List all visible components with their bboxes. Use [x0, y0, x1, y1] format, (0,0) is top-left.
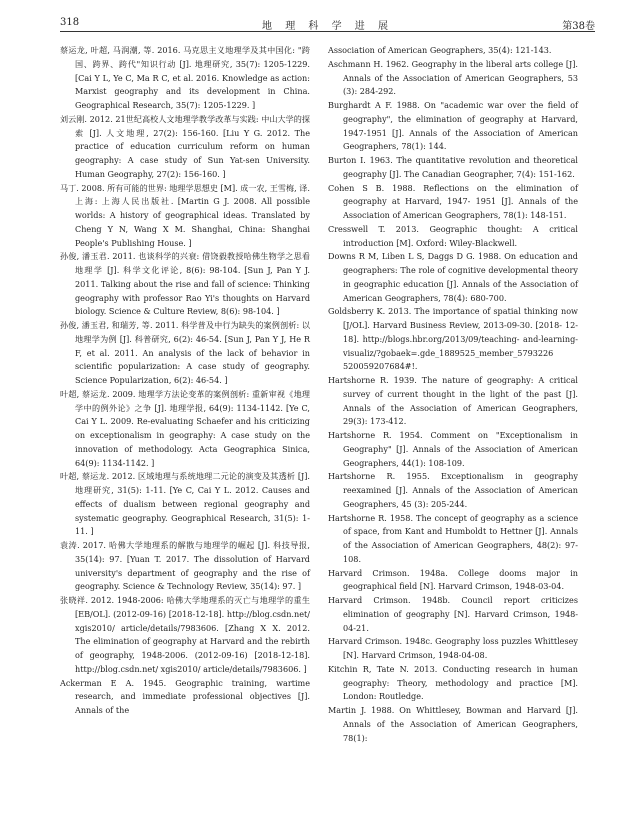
reference-entry: Harvard Crimson. 1948c. Geography loss puzzles Whittlesey [N]. Harvard Crimson, 1948-04-08.: [328, 636, 578, 660]
reference-entry: Ackerman E A. 1945. Geographic training, wartime research, and immediate professional objectives [J]. Annals of the: [60, 677, 310, 715]
references-right-column: [328, 44, 578, 745]
reference-entry: Association of American Geographers, 35(4): 121-143.: [328, 45, 552, 55]
reference-entry: Harvard Crimson. 1948b. Council report criticizes elimination of geography [N]. Harvard Crimson, 1948-04-21.: [328, 595, 578, 633]
reference-entry: Hartshorne R. 1958. The concept of geography as a science of space, from Kant and Humboldt to Hettner [J]. Annals of the Association of American Geographers, 48(2): 97-108.: [328, 512, 578, 564]
running-header: [60, 15, 595, 32]
references-left-column: [60, 44, 310, 718]
journal-title: 地 理 科 学 进 展: [262, 21, 393, 32]
reference-entry: Hartshorne R. 1939. The nature of geography: A critical survey of current thought in the light of the past [J]. Annals of the Association of American Geographers, 29(3): 173-412.: [328, 375, 578, 427]
reference-entry: Goldsberry K. 2013. The importance of spatial thinking now [J/OL]. Harvard Business Review, 2013-09-30. [2018- 12- 18]. http://blogs.hbr.org/2013/09/teaching- and-learning- visualiz/?gobaek=.gde_1889525_member_5793226 520059207684#!.: [328, 306, 578, 372]
reference-entry: 袁涛. 2017. 哈佛大学地理系的解散与地理学的崛起 [J]. 科技导报, 35(14): 97. [Yuan T. 2017. The dissolution of Harvard university's department of geography and the rise of geography. Science & Technology Review, 35(14): 97. ]: [60, 540, 310, 592]
reference-entry: Hartshorne R. 1954. Comment on "Exceptionalism in Geography" [J]. Annals of the Association of American Geographers, 44(1): 108-109.: [328, 430, 578, 468]
reference-entry: 叶超, 蔡运龙. 2009. 地理学方法论变革的案例剖析: 重新审视《地理学中的例外论》之争 [J]. 地理学报, 64(9): 1134-1142. [Ye C, Cai Y L. 2009. Re-evaluating Schaefer and his criticizing on exceptionalism in geography: A case study on the innovation of methodology. Acta Geographica Sinica, 64(9): 1134-1142. ]: [60, 388, 310, 468]
reference-entry: Kitchin R, Tate N. 2013. Conducting research in human geography: Theory, methodology and practice [M]. London: Routledge.: [328, 663, 578, 702]
reference-entry: 孙俊, 潘玉君, 和瑞芳, 等. 2011. 科学普及中行为缺失的案例剖析: 以地理学为例 [J]. 科普研究, 6(2): 46-54. [Sun J, Pan Y J, He R F, et al. 2011. An analysis of the lack of behavior in scientific popularization: A case study of geography. Science Popularization, 6(2): 46-54. ]: [60, 320, 310, 385]
reference-entry: 孙俊, 潘玉君. 2011. 也谈科学的兴衰: 借饶毅教授哈佛生物学之思看地理学 [J]. 科学文化评论, 8(6): 98-104. [Sun J, Pan Y J. 2011. Talking about the rise and fall of science: Thinking geography with professor Rao Yi's thoughts on Harvard biology. Science & Culture Review, 8(6): 98-104. ]: [60, 251, 310, 317]
reference-entry: Hartshorne R. 1955. Exceptionalism in geography reexamined [J]. Annals of the Association of American Geographers, 45 (3): 205-244.: [328, 471, 578, 509]
reference-entry: Burton I. 1963. The quantitative revolution and theoretical geography [J]. The Canadian Geographer, 7(4): 151-162.: [328, 155, 578, 179]
reference-entry: Aschmann H. 1962. Geography in the liberal arts college [J]. Annals of the Association of American Geographers, 53 (3): 284-292.: [328, 58, 578, 97]
volume-label: 第38卷: [562, 21, 595, 32]
page-number: 318: [60, 17, 80, 28]
reference-entry: 马丁. 2008. 所有可能的世界: 地理学思想史 [M]. 成一农, 王雪梅, 译. 上海: 上海人民出版社. [Martin G J. 2008. All possible worlds: A history of geographical ideas. Translated by Cheng Y N, Wang X M. Shanghai, China: Shanghai People's Publishing House. ]: [60, 182, 310, 248]
reference-entry: 蔡运龙, 叶超, 马润潮, 等. 2016. 马克思主义地理学及其中国化: "跨国、跨界、跨代"知识行动 [J]. 地理研究, 35(7): 1205-1229. [Cai Y L, Ye C, Ma R C, et al. 2016. Knowledge as action: Marxist geography and its development in China. Geographical Research, 35(7): 1205-1229. ]: [60, 45, 310, 110]
reference-entry: Cohen S B. 1988. Reflections on the elimination of geography at Harvard, 1947- 1951 [J]. Annals of the Association of American Geographers, 78(1): 148-151.: [328, 182, 578, 220]
reference-entry: Burghardt A F. 1988. On "academic war over the field of geography", the elimination of geography at Harvard, 1947-1951 [J]. Annals of the Association of American Geographers, 78(1): 144.: [328, 100, 578, 152]
reference-entry: 刘云刚. 2012. 21世纪高校人文地理学教学改革与实践: 中山大学的探索 [J]. 人文地理, 27(2): 156-160. [Liu Y G. 2012. The practice of education curriculum reform on human geography: A case study of Sun Yat-sen University. Human Geography, 27(2): 156-160. ]: [60, 113, 310, 179]
reference-entry: 叶超, 蔡运龙. 2012. 区域地理与系统地理二元论的演变及其透析 [J]. 地理研究, 31(5): 1-11. [Ye C, Cai Y L. 2012. Causes and effects of dualism between regional geography and systematic geography. Geographical Research, 31(5): 1-11. ]: [60, 471, 310, 537]
reference-entry: Martin J. 1988. On Whittlesey, Bowman and Harvard [J]. Annals of the Association of American Geographers, 78(1):: [328, 705, 578, 743]
reference-entry: Downs R M, Liben L S, Daggs D G. 1988. On education and geographers: The role of cognitive developmental theory in geographic education [J]. Annals of the Association of American Geographers, 78(4): 680-700.: [328, 251, 578, 303]
reference-entry: Cresswell T. 2013. Geographic thought: A critical introduction [M]. Oxford: Wiley-Blackwell.: [328, 223, 578, 248]
reference-entry: 张晓祥. 2012. 1948-2006: 哈佛大学地理系的灭亡与地理学的重生 [EB/OL]. (2012-09-16) [2018-12-18]. http://blog.csdn.net/ xgis2010/ article/details/7983606. [Zhang X X. 2012. The elimination of geography at Harvard and the rebirth of geography, 1948-2006. (2012-09-16) [2018-12-18]. http://blog.csdn.net/ xgis2010/ article/details/7983606. ]: [60, 595, 310, 674]
reference-entry: Harvard Crimson. 1948a. College dooms major in geographical field [N]. Harvard Crimson, 1948-03-04.: [328, 567, 578, 592]
